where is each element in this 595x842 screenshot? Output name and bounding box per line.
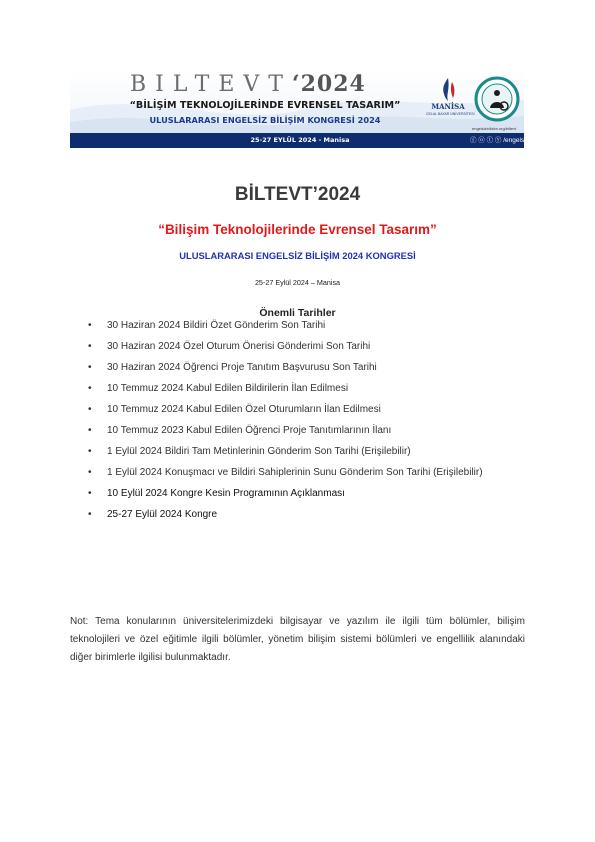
list-item: • 25-27 Eylül 2024 Kongre bbox=[88, 509, 218, 520]
list-item: • 10 Temmuz 2023 Kabul Edilen Öğrenci Proje Tanıtımlarının İlanı bbox=[88, 425, 392, 436]
manisa-university-logo bbox=[426, 76, 475, 132]
banner-congress-name: ULUSLARARASI ENGELSİZ BİLİŞİM KONGRESİ 2024 bbox=[149, 115, 381, 125]
bullet-icon: • bbox=[88, 488, 92, 499]
banner-date-strip bbox=[70, 133, 547, 148]
event-date: 25-27 Eylül 2024 – Manisa bbox=[254, 278, 341, 287]
banner-date: 25-27 EYLÜL 2024 - Manisa bbox=[250, 136, 350, 144]
bullet-icon: • bbox=[88, 509, 92, 520]
bullet-icon: • bbox=[88, 404, 92, 415]
bullet-icon: • bbox=[88, 362, 92, 373]
important-dates-title: Önemli Tarihler bbox=[259, 307, 336, 319]
banner-subtitle: “BİLİŞİM TEKNOLOJİLERİNDE EVRENSEL TASARIM” bbox=[129, 100, 401, 111]
list-item: • 10 Temmuz 2024 Kabul Edilen Özel Oturumların İlan Edilmesi bbox=[88, 404, 381, 415]
document-title: BİLTEVT’2024 bbox=[234, 184, 361, 205]
important-dates-list bbox=[88, 320, 508, 521]
list-item: • 30 Haziran 2024 Öğrenci Proje Tanıtım Başvurusu Son Tarihi bbox=[88, 362, 377, 373]
bullet-icon: • bbox=[88, 383, 92, 394]
list-item: • 10 Eylül 2024 Kongre Kesin Programının Açıklanması bbox=[88, 488, 345, 499]
header-banner bbox=[70, 70, 547, 148]
social-media-icons: ⓕ ⓞ ⓣ ⓨ /engelsizbilisim bbox=[470, 137, 547, 144]
logo-wordmark: MANİSA bbox=[431, 102, 465, 111]
congress-seal-icon bbox=[474, 76, 520, 122]
bullet-icon: • bbox=[88, 320, 92, 331]
list-item: • 10 Temmuz 2024 Kabul Edilen Bildirilerin İlan Edilmesi bbox=[88, 383, 349, 394]
bullet-icon: • bbox=[88, 467, 92, 478]
list-item: • 30 Haziran 2024 Özel Oturum Önerisi Gönderimi Son Tarihi bbox=[88, 341, 371, 352]
footnote: Not: Tema konularının üniversitelerimizdeki bilgisayar ve yazılım ile ilgili tüm bölümler, bilişim teknolojileri ve özel eğitimle ilgili bölümler, yönetim bilişim sistemi bölümleri ve engellilik alanındaki diğer birimlerle ilgilisi bulunmaktadır. bbox=[70, 616, 525, 663]
banner-title: BILTEVT‘2024 bbox=[130, 71, 366, 97]
bullet-icon: • bbox=[88, 425, 92, 436]
list-item: • 1 Eylül 2024 Bildiri Tam Metinlerinin Gönderim Son Tarihi (Erişilebilir) bbox=[88, 446, 411, 457]
logo-subtext: CELAL BAYAR ÜNİVERSİTESİ bbox=[426, 112, 475, 116]
flame-icon bbox=[426, 76, 470, 102]
list-item: • 30 Haziran 2024 Bildiri Özet Gönderim Son Tarihi bbox=[88, 320, 326, 331]
congress-title: ULUSLARARASI ENGELSİZ BİLİŞİM 2024 KONGRESİ bbox=[179, 250, 416, 261]
bullet-icon: • bbox=[88, 446, 92, 457]
list-item: • 1 Eylül 2024 Konuşmacı ve Bildiri Sahiplerinin Sunu Gönderim Son Tarihi (Erişilebilir) bbox=[88, 467, 483, 478]
banner-website: engelsizbilisim.org/biltevt bbox=[472, 126, 517, 131]
document-subtitle: “Bilişim Teknolojilerinde Evrensel Tasarım” bbox=[158, 222, 437, 237]
bullet-icon: • bbox=[88, 341, 92, 352]
